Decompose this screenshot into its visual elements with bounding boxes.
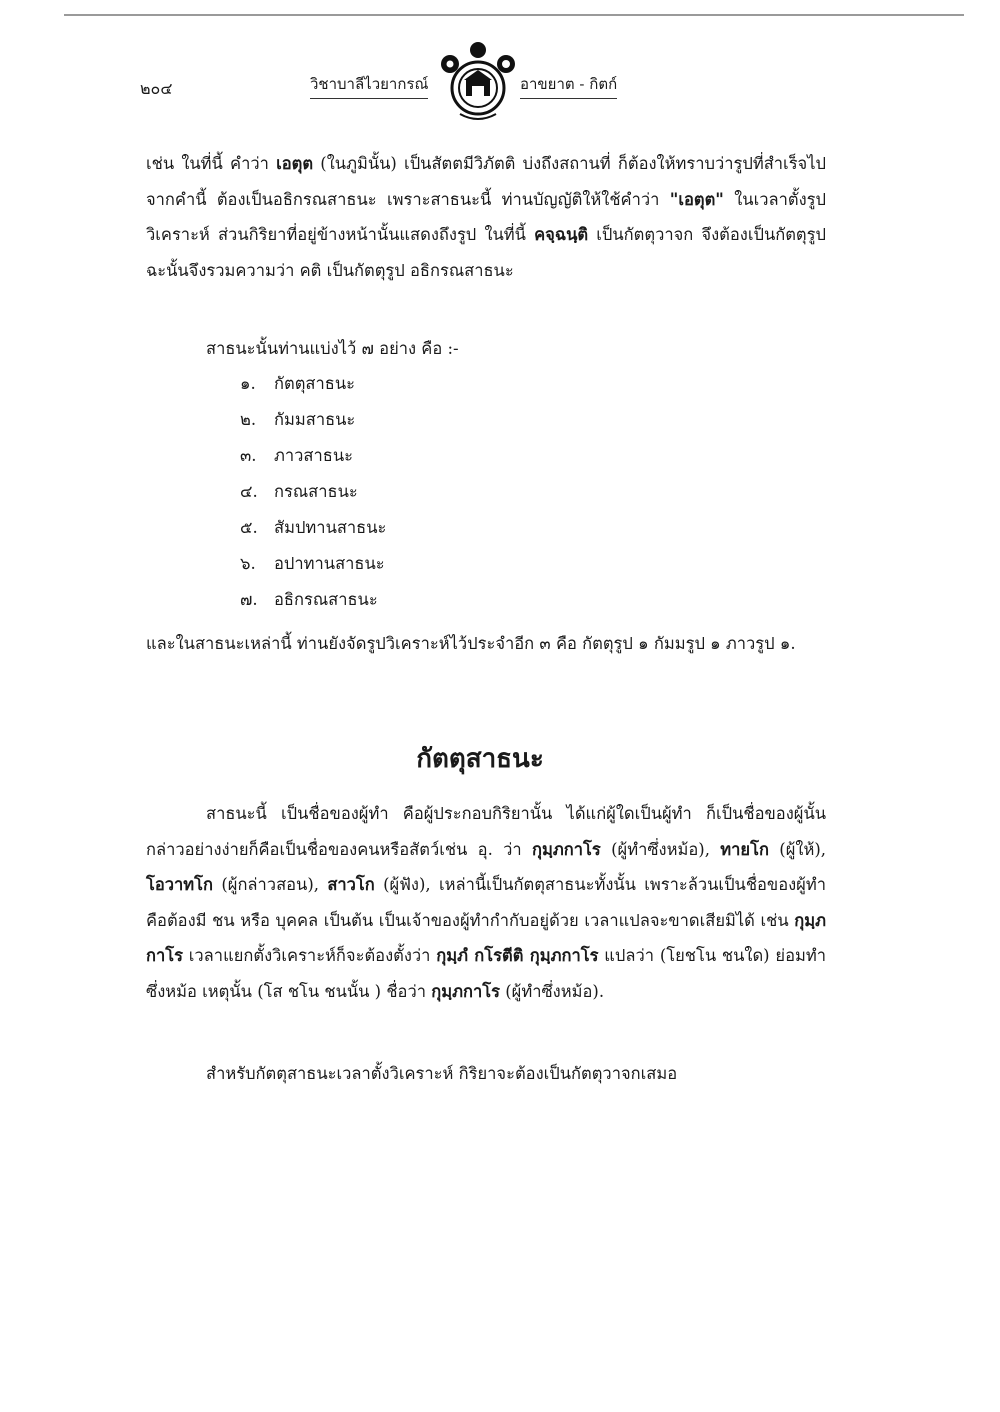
list-item xyxy=(240,438,386,474)
list-item-number: ๕. xyxy=(240,518,258,537)
list-item xyxy=(240,546,386,582)
list-item-number: ๖. xyxy=(240,554,256,573)
list-item-number: ๓. xyxy=(240,446,257,465)
list-item-label: สัมปทานสาธนะ xyxy=(274,518,387,537)
list-item xyxy=(240,582,386,618)
bold-term: ทายโก xyxy=(720,839,769,859)
list-item-number: ๗. xyxy=(240,590,258,609)
list-item-label: กัตตุสาธนะ xyxy=(274,374,355,393)
list-item-label: ภาวสาธนะ xyxy=(274,446,353,465)
bold-term: กุมฺภํ กโรตีติ กุมฺภกาโร xyxy=(436,946,599,965)
text-run: เช่น ในที่นี้ คำว่า xyxy=(146,154,277,173)
bold-term: สาวโก xyxy=(327,875,375,894)
bold-term: กุมฺภกาโร xyxy=(532,839,601,859)
bold-term: โอวาทโก xyxy=(146,875,214,894)
text-run: (ในภูมินั้น) เป็นสัตตมีวิภัตติ บ่งถึงสถานที่ ก็ต้องให้ทราบว่ารูปที่สำเร็จไปจากคำนี้ ต้องเป็นอธิกรณสาธนะ เพราะสาธนะนี้ ท่านบัญญัติให้ใช้คำว่า xyxy=(146,154,826,209)
list-item-label: กรณสาธนะ xyxy=(274,482,358,501)
list-item-label: กัมมสาธนะ xyxy=(274,410,356,429)
top-border-rule xyxy=(64,0,964,16)
paragraph-1 xyxy=(146,146,826,288)
paragraph-3 xyxy=(146,796,826,1009)
text-run: (ผู้ให้), xyxy=(768,839,827,859)
list-item-label: อปาทานสาธนะ xyxy=(274,554,385,573)
list-item-label: อธิกรณสาธนะ xyxy=(274,590,378,609)
text-run: เป็นกัตตุวาจก จึงต้องเป็นกัตตุรูป ฉะนั้นจึงรวมความว่า คติ เป็นกัตตุรูป อธิกรณสาธนะ xyxy=(146,225,826,280)
header-left-title: วิชาบาลีไวยากรณ์ xyxy=(310,72,428,99)
text-run: (ผู้ทำซึ่งหม้อ). xyxy=(499,981,605,1001)
bold-term: เอตุต xyxy=(276,154,314,173)
text-run: ในเวลาตั้งรูปวิเคราะห์ ส่วนกิริยาที่อยู่ข้างหน้านั้นแสดงถึงรูป ในที่นี้ xyxy=(146,189,826,244)
page-number: ๒๐๔ xyxy=(140,79,173,98)
text-run: (ผู้ทำซึ่งหม้อ), xyxy=(600,839,721,859)
text-run: (ผู้กล่าวสอน), xyxy=(213,875,328,894)
institution-seal-icon xyxy=(438,40,518,126)
list-item-number: ๒. xyxy=(240,410,257,429)
bold-term: กุมฺภกาโร xyxy=(431,981,500,1001)
paragraph-2: และในสาธนะเหล่านี้ ท่านยังจัดรูปวิเคราะห์ไว้ประจำอีก ๓ คือ กัตตุรูป ๑ กัมมรูป ๑ ภาวรูป ๑. xyxy=(146,634,796,653)
list-item xyxy=(240,366,386,402)
list-item xyxy=(240,402,386,438)
case-list xyxy=(240,366,386,618)
list-item-number: ๔. xyxy=(240,482,258,501)
text-run: แปลว่า (โยชโน ชนใด) ย่อมทำ ซึ่งหม้อ เหตุนั้น (โส ชโน ชนนั้น ) ชื่อว่า xyxy=(146,946,826,1001)
bold-term: กุมฺภกาโร xyxy=(146,910,826,965)
text-run: สาธนะนี้ เป็นชื่อของผู้ทำ คือผู้ประกอบกิริยานั้น ได้แก่ผู้ใดเป็นผู้ทำ ก็เป็นชื่อของผู้นั้น กล่าวอย่างง่ายก็คือเป็นชื่อของคนหรือสัตว์เช่น อุ. ว่า xyxy=(146,804,826,859)
list-item-number: ๑. xyxy=(240,374,256,393)
list-item xyxy=(240,474,386,510)
text-run: เวลาแยกตั้งวิเคราะห์ก็จะต้องตั้งว่า xyxy=(182,946,437,965)
section-title: กัตตุสาธนะ xyxy=(416,744,544,774)
header-right-title: อาขยาต - กิตก์ xyxy=(520,72,617,99)
list-item xyxy=(240,510,386,546)
page-header xyxy=(140,40,660,130)
paragraph-4: สำหรับกัตตุสาธนะเวลาตั้งวิเคราะห์ กิริยาจะต้องเป็นกัตตุวาจกเสมอ xyxy=(206,1064,678,1083)
bold-term: "เอตุต" xyxy=(669,189,724,209)
list-intro: สาธนะนั้นท่านแบ่งไว้ ๗ อย่าง คือ :- xyxy=(206,339,459,358)
bold-term: คจฺฉนฺติ xyxy=(534,225,589,244)
text-run: (ผู้ฟัง), เหล่านี้เป็นกัตตุสาธนะทั้งนั้น เพราะล้วนเป็นชื่อของผู้ทำ คือต้องมี ชน หรือ บุคคล เป็นต้น เป็นเจ้าของผู้ทำกำกับอยู่ด้วย เวลาแปลจะขาดเสียมิได้ เช่น xyxy=(146,875,826,930)
